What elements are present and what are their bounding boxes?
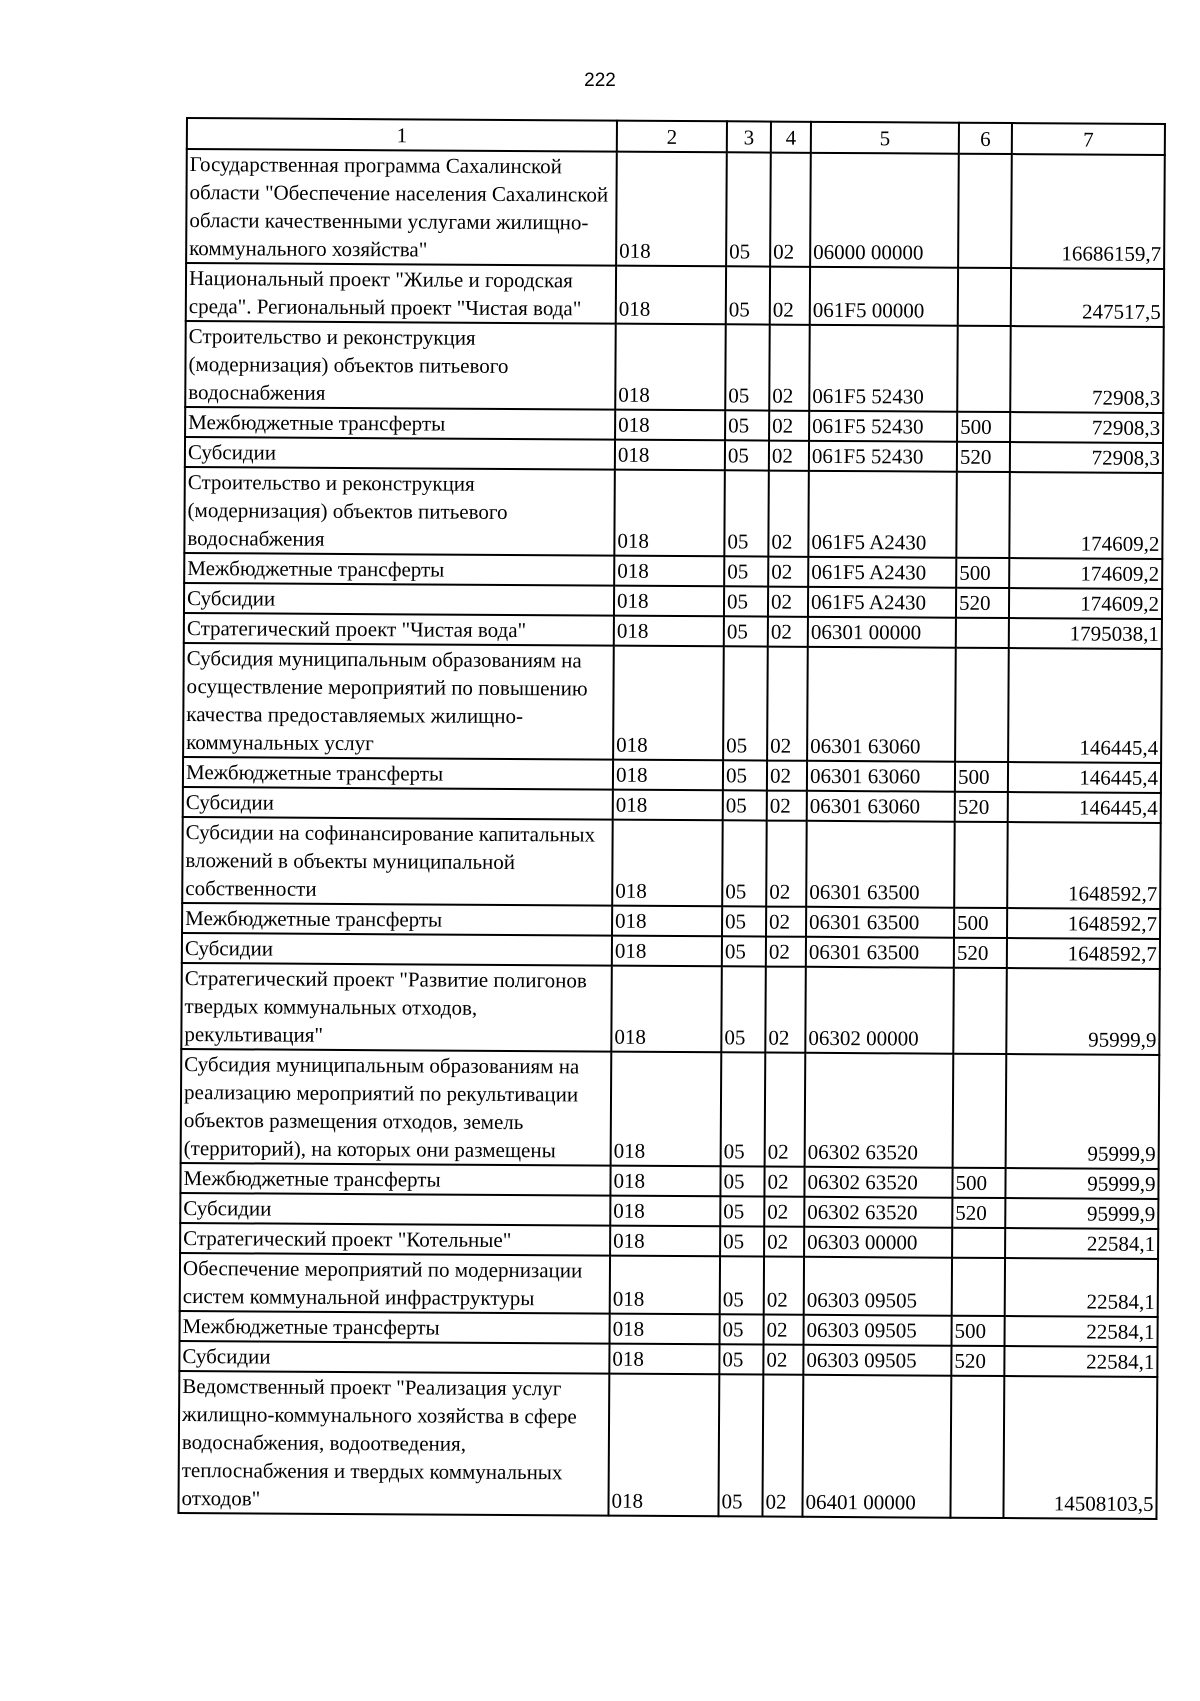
row-target-code: 06301 63500 [806, 907, 954, 938]
row-section: 05 [725, 440, 769, 470]
header-col-5: 5 [811, 122, 959, 154]
row-section: 05 [722, 936, 766, 966]
row-subsection: 02 [764, 1227, 804, 1257]
row-target-code: 061F5 A2430 [808, 587, 956, 618]
row-name: Субсидии на софинансирование капитальных вложений в объекты муниципальной собственности [182, 817, 613, 906]
row-amount: 72908,3 [1010, 412, 1163, 443]
row-section: 05 [724, 586, 768, 616]
row-admin-code: 018 [616, 266, 726, 325]
row-name: Межбюджетные трансферты [180, 1311, 610, 1344]
row-subsection: 02 [763, 1345, 803, 1375]
row-target-code: 06302 63520 [804, 1197, 952, 1228]
row-subsection: 02 [769, 411, 809, 441]
row-admin-code: 018 [614, 556, 724, 587]
row-target-code: 06301 00000 [808, 617, 956, 648]
row-target-code: 06302 63520 [804, 1167, 952, 1198]
row-target-code: 061F5 A2430 [808, 557, 956, 588]
row-target-code: 06303 09505 [804, 1257, 952, 1316]
row-subsection: 02 [764, 1197, 804, 1227]
row-section: 05 [726, 266, 770, 324]
row-subsection: 02 [768, 471, 809, 557]
row-admin-code: 018 [615, 324, 726, 411]
row-amount: 95999,9 [1005, 1168, 1158, 1199]
row-target-code: 06301 63060 [807, 791, 955, 822]
row-name: Межбюджетные трансферты [180, 1163, 610, 1196]
row-name: Субсидия муниципальным образованиям на осуществление мероприятий по повышению качества предоставляемых жилищно-коммунальных услуг [183, 643, 614, 760]
row-name: Субсидии [183, 787, 613, 820]
row-expense-type [956, 618, 1009, 648]
row-amount: 22584,1 [1005, 1258, 1158, 1317]
row-admin-code: 018 [614, 470, 725, 557]
row-name: Обеспечение мероприятий по модернизации систем коммунальной инфраструктуры [180, 1253, 610, 1314]
row-subsection: 02 [768, 557, 808, 587]
row-section: 05 [721, 1052, 766, 1166]
row-admin-code: 018 [615, 410, 725, 441]
row-target-code: 06301 63060 [807, 647, 956, 762]
row-section: 05 [722, 906, 766, 936]
row-section: 05 [718, 1374, 763, 1516]
row-target-code: 061F5 A2430 [808, 471, 957, 558]
row-target-code: 061F5 52430 [809, 411, 957, 442]
row-name: Стратегический проект "Котельные" [180, 1223, 610, 1256]
row-admin-code: 018 [610, 1166, 720, 1197]
row-subsection: 02 [764, 1315, 804, 1345]
row-amount: 174609,2 [1009, 472, 1163, 559]
header-col-6: 6 [959, 123, 1012, 154]
row-section: 05 [724, 556, 768, 586]
row-admin-code: 018 [609, 1344, 719, 1375]
table-row [180, 1253, 1158, 1317]
row-section: 05 [725, 410, 769, 440]
header-col-7: 7 [1012, 123, 1165, 155]
row-name: Ведомственный проект "Реализация услуг жилищно-коммунального хозяйства в сфере водоснабжения, водоотведения, теплоснабжения и твердых коммунальных отходов" [178, 1371, 609, 1516]
row-amount: 146445,4 [1008, 792, 1161, 823]
row-expense-type: 520 [951, 1346, 1004, 1376]
row-expense-type [954, 822, 1008, 908]
row-amount: 146445,4 [1008, 648, 1162, 763]
row-subsection: 02 [762, 1375, 803, 1517]
row-target-code: 06301 63500 [806, 937, 954, 968]
row-name: Межбюджетные трансферты [184, 553, 614, 586]
row-subsection: 02 [769, 441, 809, 471]
row-admin-code: 018 [614, 586, 724, 617]
row-expense-type [952, 1228, 1005, 1258]
row-subsection: 02 [766, 821, 807, 907]
row-admin-code: 018 [613, 646, 724, 761]
row-amount: 14508103,5 [1003, 1376, 1157, 1519]
row-expense-type: 520 [954, 938, 1007, 968]
row-name: Национальный проект "Жилье и городская среда". Региональный проект "Чистая вода" [186, 263, 616, 324]
row-section: 05 [721, 966, 766, 1052]
row-expense-type: 500 [957, 412, 1010, 442]
row-name: Субсидии [180, 1193, 610, 1226]
row-name: Субсидия муниципальным образованиям на реализацию мероприятий по рекультивации объектов размещения отходов, земель (территорий), на которых они размещены [181, 1049, 612, 1166]
row-target-code: 06401 00000 [802, 1375, 951, 1518]
row-expense-type: 500 [952, 1168, 1005, 1198]
table-row [185, 321, 1164, 413]
row-section: 05 [723, 760, 767, 790]
table-row [181, 963, 1160, 1055]
row-admin-code: 018 [612, 936, 722, 967]
row-expense-type: 520 [952, 1198, 1005, 1228]
row-admin-code: 018 [612, 906, 722, 937]
row-amount: 22584,1 [1004, 1346, 1157, 1377]
row-admin-code: 018 [610, 1226, 720, 1257]
row-amount: 1648592,7 [1007, 938, 1160, 969]
row-admin-code: 018 [612, 820, 723, 907]
row-admin-code: 018 [613, 760, 723, 791]
row-expense-type: 500 [954, 908, 1007, 938]
table-row [183, 643, 1162, 763]
row-expense-type [952, 1258, 1005, 1316]
row-expense-type [958, 154, 1012, 268]
row-expense-type: 500 [952, 1316, 1005, 1346]
row-expense-type [957, 326, 1011, 412]
row-name: Субсидии [182, 933, 612, 966]
row-admin-code: 018 [614, 616, 724, 647]
row-subsection: 02 [767, 761, 807, 791]
row-admin-code: 018 [611, 1052, 722, 1167]
row-expense-type [953, 968, 1007, 1054]
row-admin-code: 018 [610, 1314, 720, 1345]
row-target-code: 06301 63060 [807, 761, 955, 792]
row-subsection: 02 [765, 1053, 806, 1167]
header-col-1: 1 [187, 118, 617, 152]
table-row [178, 1371, 1157, 1519]
row-section: 05 [723, 790, 767, 820]
table-row [184, 467, 1163, 559]
row-section: 05 [722, 820, 767, 906]
row-target-code: 061F5 52430 [809, 325, 958, 412]
row-admin-code: 018 [610, 1256, 720, 1315]
row-subsection: 02 [769, 325, 810, 411]
row-amount: 1795038,1 [1009, 618, 1162, 649]
row-subsection: 02 [770, 267, 810, 325]
row-expense-type [950, 1376, 1004, 1518]
row-section: 05 [725, 324, 770, 410]
header-col-2: 2 [617, 121, 727, 153]
row-expense-type [953, 1054, 1007, 1168]
row-name: Строительство и реконструкция (модернизация) объектов питьевого водоснабжения [185, 321, 616, 410]
row-section: 05 [719, 1344, 763, 1374]
row-expense-type [958, 268, 1011, 326]
row-target-code: 06301 63500 [806, 821, 955, 908]
row-subsection: 02 [768, 587, 808, 617]
row-section: 05 [723, 646, 768, 760]
row-admin-code: 018 [610, 1196, 720, 1227]
row-target-code: 06303 09505 [803, 1345, 951, 1376]
row-target-code: 06302 00000 [805, 967, 954, 1054]
table-row [182, 817, 1161, 909]
row-target-code: 06303 09505 [804, 1315, 952, 1346]
row-section: 05 [720, 1226, 764, 1256]
row-amount: 1648592,7 [1007, 822, 1161, 909]
row-expense-type: 520 [956, 588, 1009, 618]
row-section: 05 [720, 1314, 764, 1344]
row-target-code: 06000 00000 [810, 153, 959, 268]
row-admin-code: 018 [616, 152, 727, 267]
row-expense-type: 500 [956, 558, 1009, 588]
row-section: 05 [726, 152, 771, 266]
row-name: Межбюджетные трансферты [183, 757, 613, 790]
row-amount: 72908,3 [1010, 326, 1164, 413]
row-target-code: 061F5 52430 [809, 441, 957, 472]
table-row [186, 263, 1164, 327]
page-number: 222 [584, 70, 616, 91]
row-section: 05 [724, 616, 768, 646]
row-amount: 22584,1 [1005, 1228, 1158, 1259]
row-amount: 146445,4 [1008, 762, 1161, 793]
row-name: Межбюджетные трансферты [185, 407, 615, 440]
row-name: Государственная программа Сахалинской области "Обеспечение населения Сахалинской области качественными услугами жилищно-коммунального хозяйства" [186, 149, 617, 266]
row-section: 05 [724, 470, 769, 556]
row-subsection: 02 [770, 153, 811, 267]
table-row [181, 1049, 1160, 1169]
row-expense-type: 520 [957, 442, 1010, 472]
row-subsection: 02 [764, 1167, 804, 1197]
row-amount: 1648592,7 [1007, 908, 1160, 939]
row-expense-type [956, 472, 1010, 558]
row-name: Строительство и реконструкция (модернизация) объектов питьевого водоснабжения [184, 467, 615, 556]
row-name: Межбюджетные трансферты [182, 903, 612, 936]
row-name: Стратегический проект "Чистая вода" [184, 613, 614, 646]
row-subsection: 02 [768, 617, 808, 647]
row-target-code: 06302 63520 [805, 1053, 954, 1168]
row-name: Стратегический проект "Развитие полигонов твердых коммунальных отходов, рекультивация" [181, 963, 612, 1052]
row-expense-type [955, 648, 1009, 762]
row-target-code: 06303 00000 [804, 1227, 952, 1258]
budget-table [177, 117, 1166, 1520]
row-subsection: 02 [764, 1257, 804, 1315]
row-amount: 95999,9 [1005, 1198, 1158, 1229]
row-name: Субсидии [184, 583, 614, 616]
row-expense-type: 520 [955, 792, 1008, 822]
row-admin-code: 018 [611, 966, 722, 1053]
row-amount: 95999,9 [1006, 1054, 1160, 1169]
row-subsection: 02 [765, 967, 806, 1053]
row-target-code: 061F5 00000 [810, 267, 958, 326]
row-admin-code: 018 [615, 440, 725, 471]
header-col-3: 3 [727, 121, 771, 152]
row-section: 05 [720, 1196, 764, 1226]
row-section: 05 [720, 1256, 764, 1314]
header-col-4: 4 [771, 122, 811, 153]
row-subsection: 02 [766, 937, 806, 967]
row-amount: 174609,2 [1009, 588, 1162, 619]
row-section: 05 [720, 1166, 764, 1196]
row-admin-code: 018 [608, 1374, 719, 1517]
row-admin-code: 018 [613, 790, 723, 821]
row-name: Субсидии [185, 437, 615, 470]
row-amount: 174609,2 [1009, 558, 1162, 589]
row-name: Субсидии [179, 1341, 609, 1374]
row-amount: 22584,1 [1005, 1316, 1158, 1347]
table-row [186, 149, 1165, 269]
row-expense-type: 500 [955, 762, 1008, 792]
row-amount: 247517,5 [1011, 268, 1164, 327]
row-amount: 95999,9 [1006, 968, 1160, 1055]
row-subsection: 02 [767, 647, 808, 761]
row-subsection: 02 [767, 791, 807, 821]
row-amount: 72908,3 [1010, 442, 1163, 473]
row-amount: 16686159,7 [1011, 154, 1165, 269]
row-subsection: 02 [766, 907, 806, 937]
